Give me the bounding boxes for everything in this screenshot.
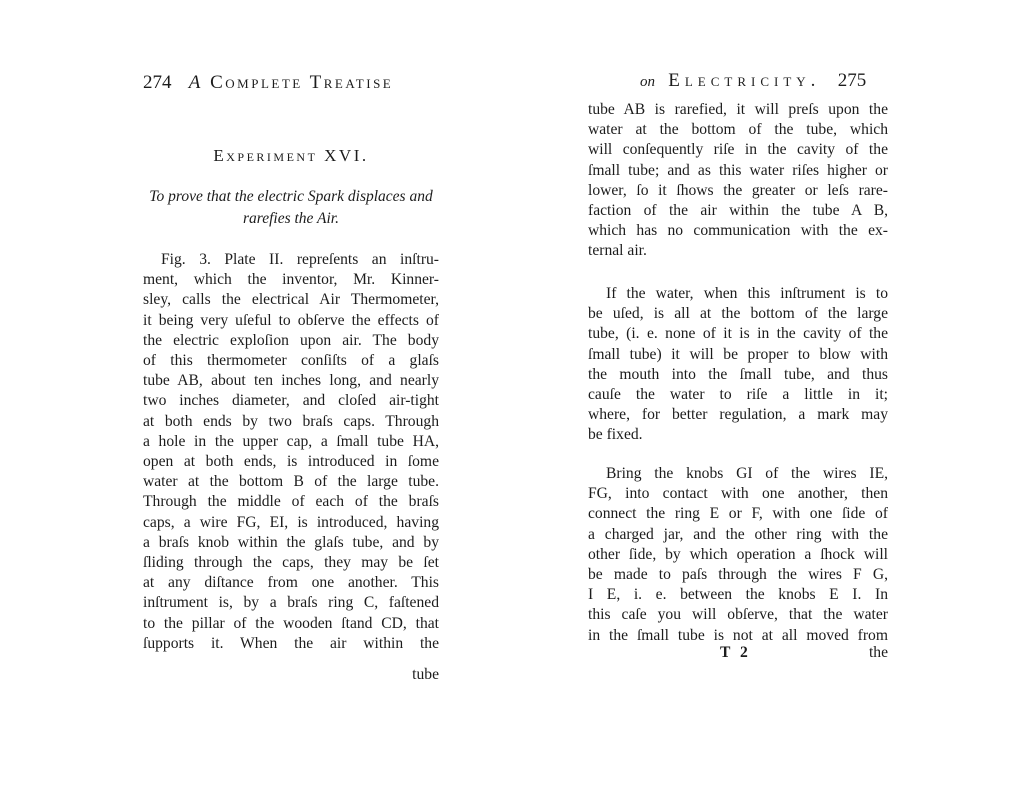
paragraph-3 xyxy=(588,464,888,646)
text-line: the electric exploſion upon air. The body xyxy=(143,331,439,349)
paragraph-1 xyxy=(588,100,888,262)
text-line: FG, into contact with one another, then xyxy=(588,485,888,503)
running-head-left xyxy=(143,72,393,94)
signature-mark: T 2 xyxy=(720,644,751,661)
text-line: it being very uſeful to obſerve the effects of xyxy=(143,311,439,329)
text-line: to the pillar of the wooden ſtand CD, that xyxy=(143,614,439,632)
text-line: a hole in the upper cap, a ſmall tube HA, xyxy=(143,432,439,450)
text-line: cauſe the water to riſe a little in it; xyxy=(588,386,888,404)
text-line: ſliding through the caps, they may be ſet xyxy=(143,554,439,572)
running-head-right xyxy=(640,70,866,92)
page-number: 275 xyxy=(837,70,867,91)
text-line: of this thermometer conſiſts of a glaſs xyxy=(143,352,439,370)
text-line: inſtrument is, by a braſs ring C, faſtened xyxy=(143,594,439,612)
text-line: Through the middle of each of the braſs xyxy=(143,493,439,511)
text-line: at both ends by two braſs caps. Through xyxy=(143,412,439,430)
text-line: this caſe you will obſerve, that the water xyxy=(588,606,888,624)
running-title: Electricity. xyxy=(668,70,821,91)
text-line: I E, i. e. between the knobs E I. In xyxy=(588,586,888,604)
text-line: caps, a wire FG, EI, is introduced, having xyxy=(143,513,439,531)
text-line: where, for better regulation, a mark may xyxy=(588,406,888,424)
text-line: Bring the knobs GI of the wires IE, xyxy=(606,465,888,482)
left-body-text xyxy=(143,250,439,654)
text-line: ment, which the inventor, Mr. Kinner- xyxy=(143,271,439,289)
experiment-subtitle xyxy=(143,186,439,230)
text-line: Fig. 3. Plate II. repreſents an inſtru- xyxy=(161,251,439,268)
running-title-prefix: on xyxy=(640,74,655,90)
text-line: lower, ſo it ſhows the greater or leſs rare- xyxy=(588,181,888,199)
text-line: be fixed. xyxy=(588,426,643,444)
text-line: tube, (i. e. none of it is in the cavity of the xyxy=(588,325,888,343)
catchword: the xyxy=(868,644,888,661)
text-line: which has no communication with the ex- xyxy=(588,222,888,240)
text-line: in the ſmall tube is not at all moved from xyxy=(588,626,888,644)
running-title: Complete Treatise xyxy=(210,72,394,93)
running-title-initial: A xyxy=(188,72,203,93)
text-line: ſupports it. When the air within the xyxy=(143,634,439,652)
subtitle-line: To prove that the electric Spark displaces and xyxy=(149,188,433,205)
text-line: faction of the air within the tube A B, xyxy=(588,202,888,220)
paragraph-2 xyxy=(588,284,888,446)
experiment-title: Experiment XVI. xyxy=(213,146,369,165)
text-line: two inches diameter, and cloſed air-tight xyxy=(143,392,439,410)
text-line: water at the bottom B of the large tube. xyxy=(143,473,439,491)
text-line: the mouth into the ſmall tube, and thus xyxy=(588,365,888,383)
text-line: at any diſtance from one another. This xyxy=(143,574,439,592)
text-line: open at both ends, is introduced in ſome xyxy=(143,453,439,471)
text-line: ſmall tube) it will be proper to blow with xyxy=(588,345,888,363)
text-line: be uſed, is all at the bottom of the large xyxy=(588,305,888,323)
text-line: connect the ring E or F, with one ſide of xyxy=(588,505,888,523)
text-line: tube AB, about ten inches long, and nearly xyxy=(143,372,439,390)
text-line: be made to paſs through the wires F G, xyxy=(588,566,888,584)
text-line: ternal air. xyxy=(588,242,647,260)
text-line: other ſide, by which operation a ſhock will xyxy=(588,545,888,563)
text-line: water at the bottom of the tube, which xyxy=(588,121,888,139)
text-line: will conſequently riſe in the cavity of the xyxy=(588,141,888,159)
text-line: ſmall tube; and as this water riſes higher or xyxy=(588,161,888,179)
text-line: a braſs knob within the glaſs tube, and by xyxy=(143,533,439,551)
catchword: tube xyxy=(412,666,439,683)
text-line: If the water, when this inſtrument is to xyxy=(606,285,888,302)
text-line: a charged jar, and the other ring with the xyxy=(588,525,888,543)
page-number: 274 xyxy=(143,72,172,93)
text-line: sley, calls the electrical Air Thermometer, xyxy=(143,291,439,309)
catchword-container xyxy=(143,665,439,685)
text-line: tube AB is rarefied, it will preſs upon the xyxy=(588,101,888,118)
subtitle-line: rarefies the Air. xyxy=(242,210,339,227)
